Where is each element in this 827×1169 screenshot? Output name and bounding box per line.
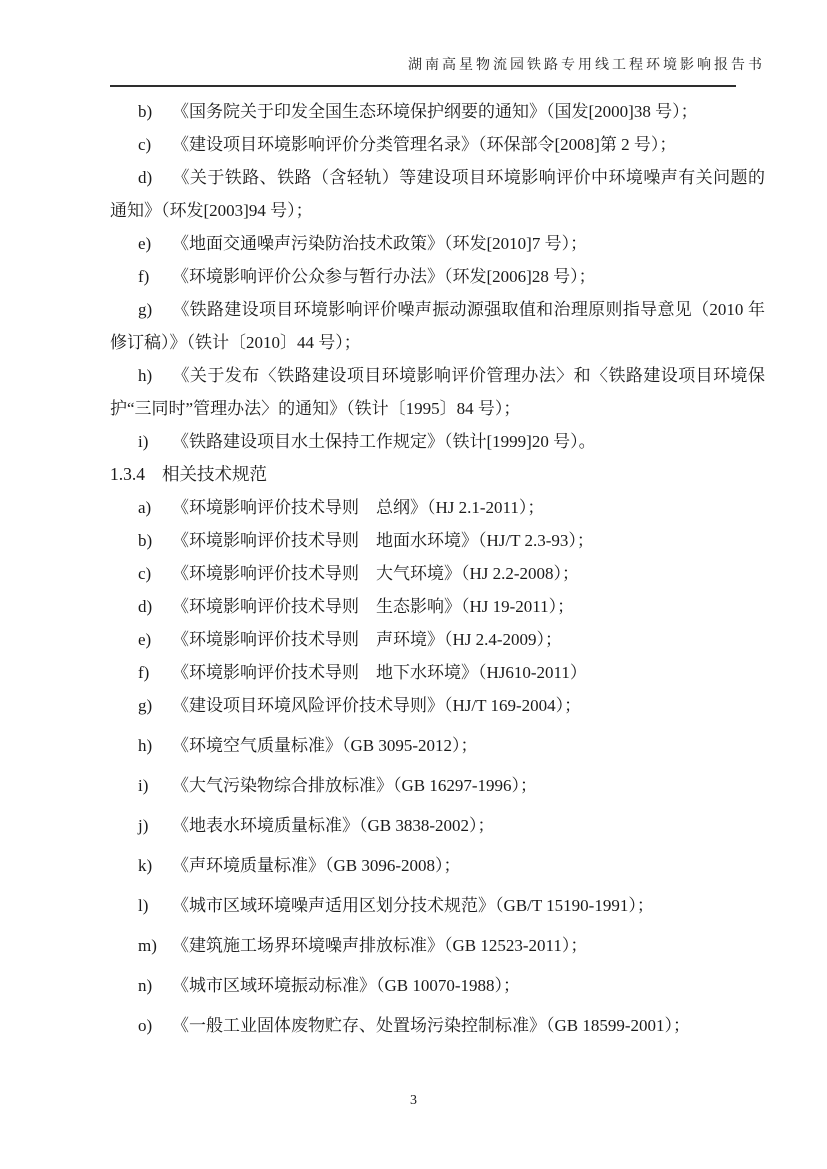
reference-item xyxy=(110,425,765,458)
standard-item xyxy=(110,689,765,722)
section-number: 1.3.4 xyxy=(110,464,145,484)
item-text: 《建设项目环境影响评价分类管理名录》（环保部令[2008]第 2 号）； xyxy=(172,135,677,154)
item-label: n) xyxy=(138,976,153,995)
standard-item xyxy=(110,1009,765,1042)
standard-item xyxy=(110,809,765,842)
item-text: 《一般工业固体废物贮存、处置场污染控制标准》（GB 18599-2001）； xyxy=(172,1016,691,1035)
item-text: 《铁路建设项目水土保持工作规定》（铁计[1999]20 号）。 xyxy=(172,432,596,451)
standard-item xyxy=(110,590,765,623)
item-label: g) xyxy=(138,696,153,715)
item-label: m) xyxy=(138,936,157,955)
item-label: h) xyxy=(138,366,153,385)
item-label: b) xyxy=(138,102,153,121)
item-label: b) xyxy=(138,531,153,550)
item-text: 《国务院关于印发全国生态环境保护纲要的通知》（国发[2000]38 号）； xyxy=(172,102,698,121)
item-text: 《环境影响评价技术导则 声环境》（HJ 2.4-2009）； xyxy=(172,630,563,649)
reference-item xyxy=(110,227,765,260)
item-label: f) xyxy=(138,663,150,682)
item-text: 《铁路建设项目环境影响评价噪声振动源强取值和治理原则指导意见（2010 年修订稿）》（铁计〔2010〕44 号）； xyxy=(110,300,765,352)
item-label: e) xyxy=(138,234,152,253)
item-text: 《环境影响评价技术导则 地面水环境》（HJ/T 2.3-93）； xyxy=(172,531,594,550)
section-heading xyxy=(110,458,765,491)
item-label: a) xyxy=(138,498,152,517)
item-label: e) xyxy=(138,630,152,649)
item-label: g) xyxy=(138,300,153,319)
item-text: 《环境空气质量标准》（GB 3095-2012）； xyxy=(172,736,478,755)
item-text: 《环境影响评价技术导则 大气环境》（HJ 2.2-2008）； xyxy=(172,564,580,583)
page-footer xyxy=(0,1092,827,1109)
item-label: c) xyxy=(138,564,152,583)
document-content xyxy=(110,95,765,1042)
item-text: 《城市区域环境噪声适用区划分技术规范》（GB/T 15190-1991）； xyxy=(172,896,654,915)
standard-item xyxy=(110,769,765,802)
item-text: 《环境影响评价技术导则 地下水环境》（HJ610-2011） xyxy=(172,663,587,682)
item-text: 《建筑施工场界环境噪声排放标准》（GB 12523-2011）； xyxy=(172,936,588,955)
standard-item xyxy=(110,969,765,1002)
item-label: f) xyxy=(138,267,150,286)
reference-item xyxy=(110,260,765,293)
item-label: l) xyxy=(138,896,149,915)
item-label: c) xyxy=(138,135,152,154)
item-label: i) xyxy=(138,776,149,795)
item-text: 《关于铁路、铁路（含轻轨）等建设项目环境影响评价中环境噪声有关问题的通知》（环发[2003]94 号）； xyxy=(110,168,765,220)
header-title: 湖南高星物流园铁路专用线工程环境影响报告书 xyxy=(408,58,765,73)
item-text: 《关于发布〈铁路建设项目环境影响评价管理办法〉和〈铁路建设项目环境保护“三同时”管理办法〉的通知》（铁计〔1995〕84 号）； xyxy=(110,366,765,418)
item-text: 《城市区域环境振动标准》（GB 10070-1988）； xyxy=(172,976,521,995)
standard-item xyxy=(110,623,765,656)
reference-item xyxy=(110,161,765,227)
item-label: d) xyxy=(138,597,153,616)
item-label: k) xyxy=(138,856,153,875)
item-text: 《地面交通噪声污染防治技术政策》（环发[2010]7 号）； xyxy=(172,234,588,253)
item-text: 《建设项目环境风险评价技术导则》（HJ/T 169-2004）； xyxy=(172,696,582,715)
standard-item xyxy=(110,929,765,962)
standard-item xyxy=(110,729,765,762)
reference-item xyxy=(110,293,765,359)
section-title: 相关技术规范 xyxy=(162,464,267,484)
reference-item xyxy=(110,95,765,128)
item-label: i) xyxy=(138,432,149,451)
item-text: 《地表水环境质量标准》（GB 3838-2002）； xyxy=(172,816,495,835)
standard-item xyxy=(110,524,765,557)
item-label: j) xyxy=(138,816,149,835)
item-text: 《环境影响评价公众参与暂行办法》（环发[2006]28 号）； xyxy=(172,267,596,286)
item-label: h) xyxy=(138,736,153,755)
standard-item xyxy=(110,849,765,882)
standard-item xyxy=(110,557,765,590)
standard-item xyxy=(110,656,765,689)
item-text: 《声环境质量标准》（GB 3096-2008）； xyxy=(172,856,461,875)
item-text: 《大气污染物综合排放标准》（GB 16297-1996）； xyxy=(172,776,538,795)
reference-item xyxy=(110,359,765,425)
page-number: 3 xyxy=(410,1093,417,1108)
standard-item xyxy=(110,491,765,524)
item-label: d) xyxy=(138,168,153,187)
standard-item xyxy=(110,889,765,922)
header-rule xyxy=(110,85,736,87)
item-text: 《环境影响评价技术导则 生态影响》（HJ 19-2011）； xyxy=(172,597,575,616)
reference-item xyxy=(110,128,765,161)
item-label: o) xyxy=(138,1016,153,1035)
item-text: 《环境影响评价技术导则 总纲》（HJ 2.1-2011）； xyxy=(172,498,545,517)
